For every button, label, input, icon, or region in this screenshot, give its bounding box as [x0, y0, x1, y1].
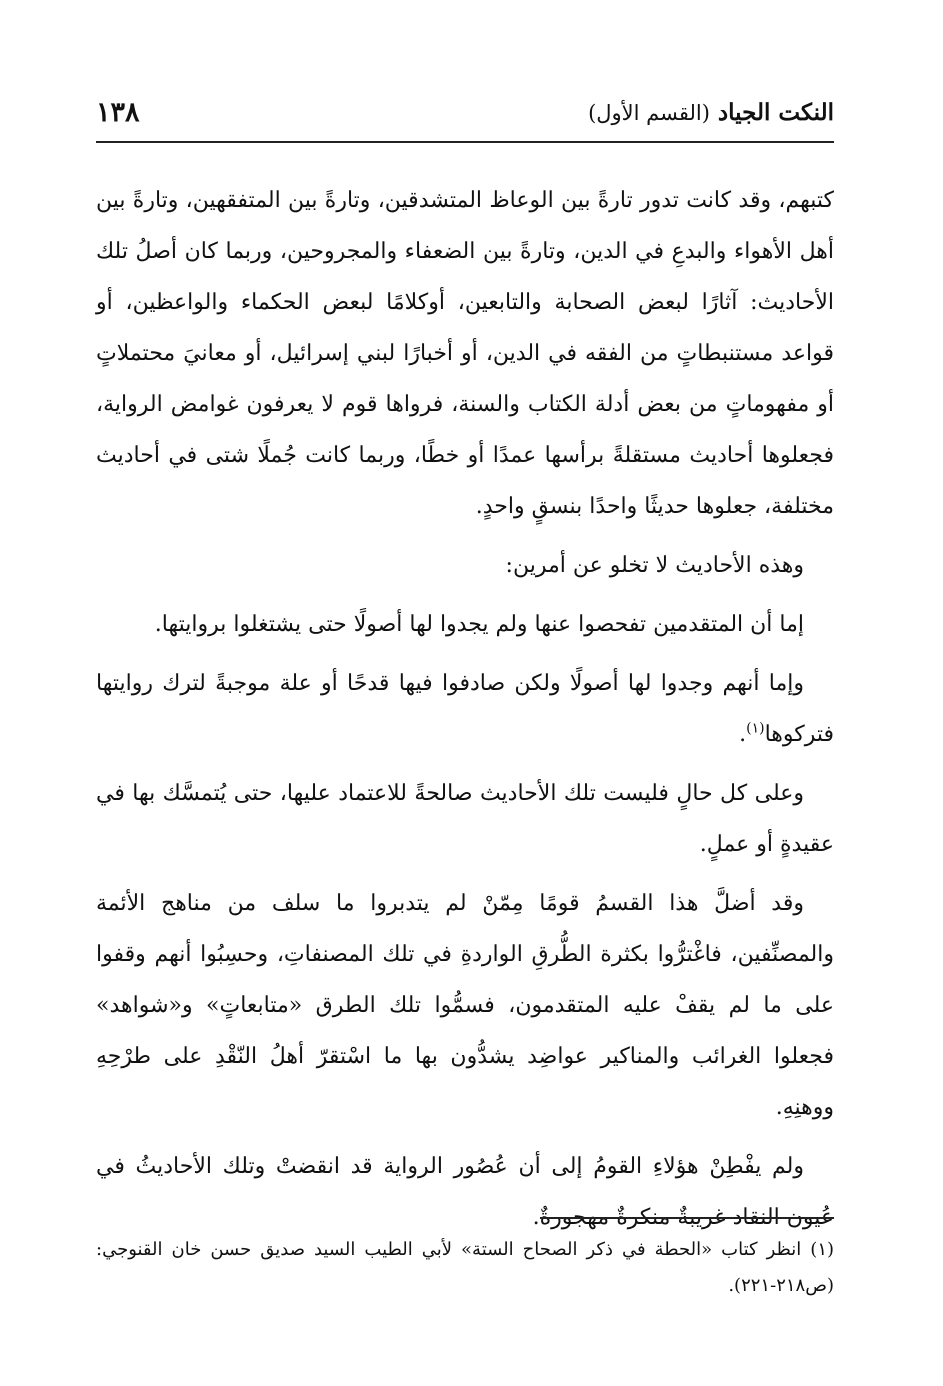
paragraph-conclusion: وعلى كل حالٍ فليست تلك الأحاديث صالحةً للاعتماد عليها، حتى يُتمسَّك بها في عقيدةٍ أو عملٍ. — [96, 781, 834, 857]
running-head — [588, 99, 834, 126]
header-rule — [96, 141, 834, 143]
sentence-period: . — [739, 722, 747, 747]
paragraph-second-matter — [96, 658, 834, 760]
paragraph-continuation: كتبهم، وقد كانت تدور تارةً بين الوعاظ المتشدقين، وتارةً بين المتفقهين، وتارةً بين أهل الأهواء والبدعِ في الدين، وتارةً بين الضعفاء والمجروحين، وربما كان أصلُ تلك الأحاديث: آثارًا لبعض الصحابة والتابعين، أوكلامًا لبعض الحكماء والواعظين، أو قواعد مستنبطاتٍ من الفقه في الدين، أو أخبارًا لبني إسرائيل، أو معانيَ محتملاتٍ أو مفهوماتٍ من بعض أدلة الكتاب والسنة، فرواها قوم لا يعرفون غوامض الرواية، فجعلوها أحاديث مستقلةً برأسها عمدًا أو خطًا، وربما كانت جُملًا شتى في أحاديث مختلفة، جعلوها حديثًا واحدًا بنسقٍ واحدٍ. — [96, 188, 834, 519]
footnote-reference[interactable]: (١) — [746, 720, 765, 737]
main-text — [96, 175, 834, 1243]
footnote-rule — [540, 1217, 834, 1219]
page-header — [96, 92, 834, 132]
footnotes — [96, 1232, 834, 1304]
book-part: (القسم الأول) — [588, 100, 710, 125]
paragraph-two-matters: وهذه الأحاديث لا تخلو عن أمرين: — [505, 553, 804, 578]
paragraph-first-matter: إما أن المتقدمين تفحصوا عنها ولم يجدوا لها أصولًا حتى يشتغلوا بروايتها. — [154, 612, 804, 637]
page-number: ١٣٨ — [96, 96, 140, 128]
paragraph-second-matter-text: وإما أنهم وجدوا لها أصولًا ولكن صادفوا فيها قدحًا أو علة موجبةً لترك روايتها فتركوها — [96, 671, 834, 747]
footnote-1: (١) انظر كتاب «الحطة في ذكر الصحاح الستة» لأبي الطيب السيد صديق حسن خان القنوجي: (ص٢١٨-٢٢١). — [96, 1239, 835, 1296]
book-title: النكت الجياد — [717, 98, 834, 126]
paragraph-final: ولم يفْطِنْ هؤلاءِ القومُ إلى أن عُصُور الرواية قد انقضتْ وتلك الأحاديثُ في عُيون النقاد غريبةٌ منكرةٌ مهجورةٌ. — [96, 1154, 834, 1230]
paragraph-misled: وقد أضلَّ هذا القسمُ قومًا مِمّنْ لم يتدبروا ما سلف من مناهج الأئمة والمصنِّفين، فاغْترُّوا بكثرة الطُّرقِ الواردةِ في تلك المصنفاتِ، وحسِبُوا أنهم وقفوا على ما لم يقفْ عليه المتقدمون، فسمُّوا تلك الطرق «متابعاتٍ» و«شواهد» فجعلوا الغرائب والمناكير عواضِد يشدُّون بها ما اسْتقرّ أهلُ النّقْدِ على طرْحِهِ ووهنِهِ. — [96, 891, 834, 1120]
